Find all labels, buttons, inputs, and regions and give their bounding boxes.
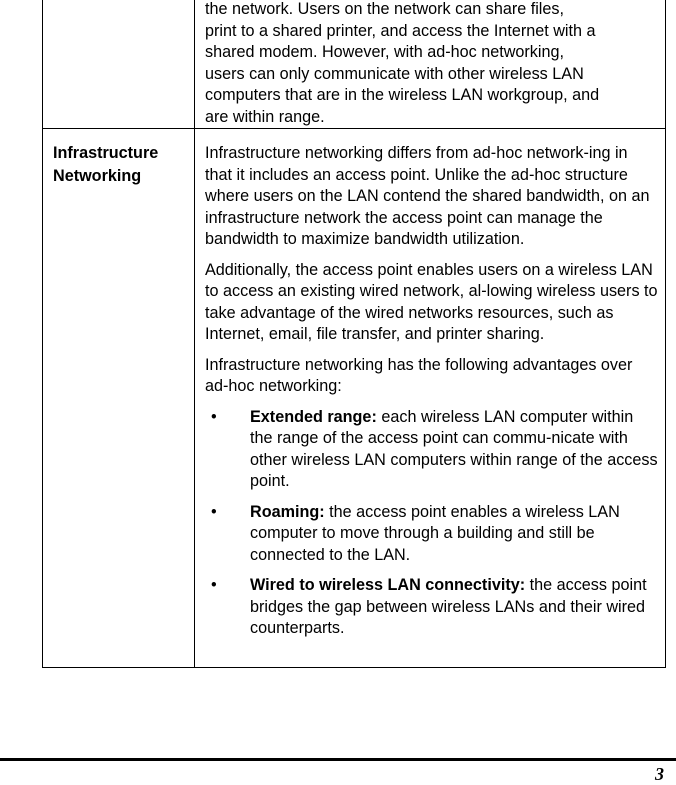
page-number: 3 — [655, 764, 664, 784]
list-item — [205, 575, 659, 640]
list-item — [205, 502, 659, 567]
text-line: print to a shared printer, and access the Internet with a — [205, 21, 596, 40]
advantage-title: Wired to wireless LAN connectivity: — [250, 576, 526, 594]
text-line: users can only communicate with other wireless LAN — [205, 64, 584, 83]
advantage-text: the access point bridges the gap between wireless LANs and their wired counterparts. — [250, 576, 647, 637]
paragraph: Additionally, the access point enables users on a wireless LAN to access an existing wired network, al-lowing wireless users to take advantage of the wired networks resources, such as Internet, email, file transfer, and printer sharing. — [205, 260, 658, 343]
description-cell — [195, 0, 666, 129]
paragraph: Infrastructure networking differs from ad-hoc network-ing in that it includes an access point. Unlike the ad-hoc structure where users on the LAN contend the shared bandwidth, on an infrastructure network the access point can manage the bandwidth to maximize bandwidth utilization. — [205, 144, 650, 248]
infrastructure-description — [195, 129, 665, 640]
text-line: shared modem. However, with ad-hoc networking, — [205, 43, 564, 61]
ad-hoc-description — [195, 0, 665, 128]
list-item — [205, 407, 659, 493]
term-cell-empty — [43, 0, 195, 129]
term-cell — [43, 129, 195, 668]
text-line: the network. Users on the network can share files, — [205, 0, 564, 18]
term-line: Networking — [53, 166, 142, 185]
definition-table — [42, 0, 666, 668]
table-row — [43, 129, 666, 668]
advantage-title: Roaming: — [250, 502, 325, 521]
advantage-text: each wireless LAN computer within the range of the access point can commu-nicate with other wireless LAN computers within range of the access point. — [250, 407, 658, 490]
term-line: Infrastructure — [53, 144, 159, 162]
bullet-icon: • — [211, 576, 217, 594]
table-row — [43, 0, 666, 129]
text-line: computers that are in the wireless LAN workgroup, and — [205, 86, 600, 104]
term-infrastructure-networking — [43, 129, 194, 187]
advantage-title: Extended range: — [250, 407, 377, 426]
description-cell — [195, 129, 666, 668]
advantage-text: the access point enables a wireless LAN computer to move through a building and still be connected to the LAN. — [250, 502, 620, 564]
advantages-list — [205, 407, 659, 640]
text-line: are within range. — [205, 107, 325, 126]
bullet-icon: • — [211, 502, 217, 521]
paragraph: Infrastructure networking has the following advantages over ad-hoc networking: — [205, 355, 633, 395]
bullet-icon: • — [211, 407, 217, 426]
footer-rule — [0, 758, 676, 761]
